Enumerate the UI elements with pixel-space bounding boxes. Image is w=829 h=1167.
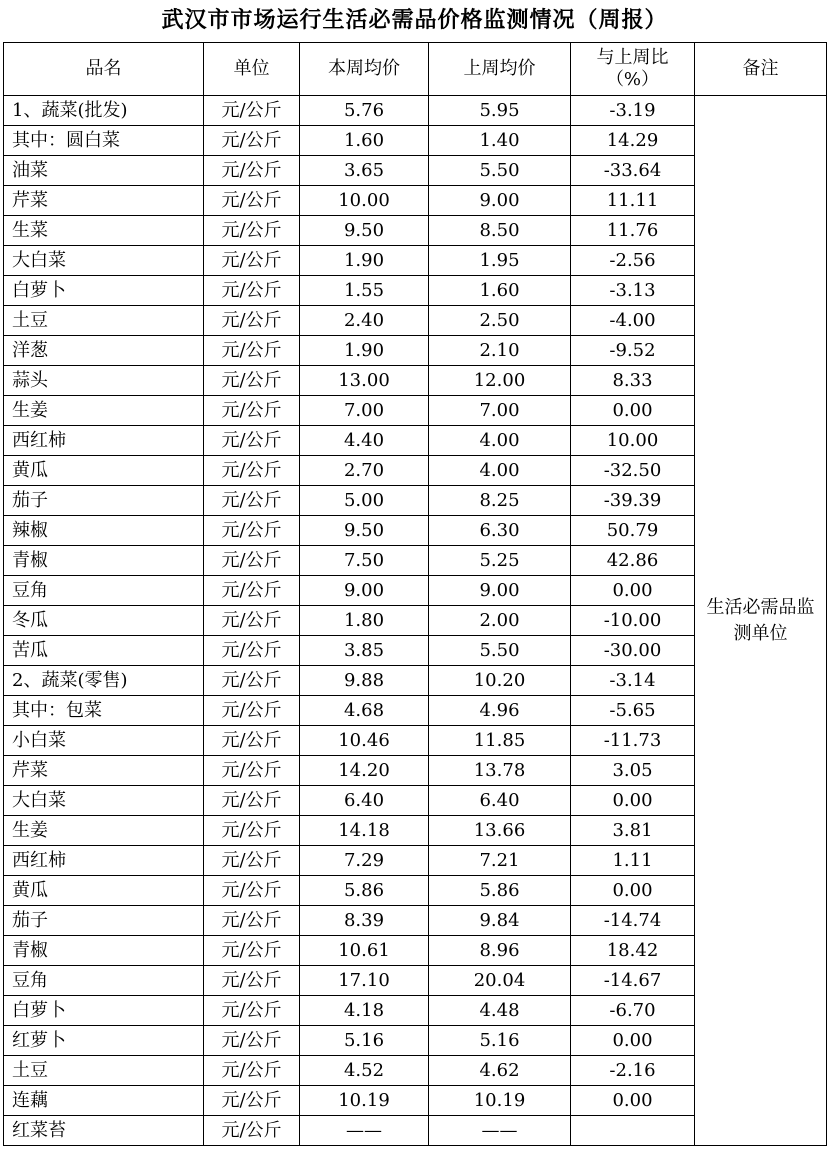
row-change-percent: 0.00 [571,396,695,426]
row-change-percent: -6.70 [571,996,695,1026]
row-last-week-price: 13.78 [429,756,571,786]
row-last-week-price: 13.66 [429,816,571,846]
row-last-week-price: 4.00 [429,426,571,456]
row-unit: 元/公斤 [204,1056,300,1086]
header-change [571,43,695,96]
row-name: 小白菜 [4,726,204,756]
row-change-percent: 1.11 [571,846,695,876]
row-unit: 元/公斤 [204,366,300,396]
row-name: 红菜苔 [4,1116,204,1146]
row-last-week-price: 5.95 [429,96,571,126]
row-change-percent: 0.00 [571,576,695,606]
row-this-week-price: 6.40 [300,786,429,816]
row-unit: 元/公斤 [204,786,300,816]
row-change-percent: 18.42 [571,936,695,966]
row-last-week-price: 1.40 [429,126,571,156]
row-change-percent: 10.00 [571,426,695,456]
row-unit: 元/公斤 [204,1086,300,1116]
row-change-percent: -2.56 [571,246,695,276]
row-unit: 元/公斤 [204,156,300,186]
row-change-percent: -3.19 [571,96,695,126]
row-last-week-price: 2.00 [429,606,571,636]
row-name: 红萝卜 [4,1026,204,1056]
row-this-week-price: 4.68 [300,696,429,726]
row-this-week-price: 10.00 [300,186,429,216]
row-last-week-price: 6.40 [429,786,571,816]
row-name: 蒜头 [4,366,204,396]
row-name: 白萝卜 [4,276,204,306]
row-change-percent: 8.33 [571,366,695,396]
row-change-percent: 11.76 [571,216,695,246]
row-name: 其中：圆白菜 [4,126,204,156]
row-change-percent: -14.74 [571,906,695,936]
row-name: 青椒 [4,936,204,966]
row-name: 苦瓜 [4,636,204,666]
row-name: 西红柿 [4,426,204,456]
row-name: 青椒 [4,546,204,576]
remark-cell: 生活必需品监测单位 [695,96,827,1146]
header-change-line1: 与上周比 [596,47,669,68]
row-name: 芹菜 [4,756,204,786]
row-name: 土豆 [4,1056,204,1086]
row-this-week-price: 4.40 [300,426,429,456]
row-this-week-price: 1.90 [300,336,429,366]
row-name: 茄子 [4,486,204,516]
row-this-week-price: 9.88 [300,666,429,696]
row-unit: 元/公斤 [204,246,300,276]
row-last-week-price: 1.60 [429,276,571,306]
row-name: 连藕 [4,1086,204,1116]
row-this-week-price: 7.29 [300,846,429,876]
row-change-percent: -9.52 [571,336,695,366]
row-this-week-price: 1.55 [300,276,429,306]
page-title: 武汉市市场运行生活必需品价格监测情况（周报） [161,8,668,33]
row-unit: 元/公斤 [204,816,300,846]
row-unit: 元/公斤 [204,606,300,636]
row-change-percent: -33.64 [571,156,695,186]
row-last-week-price: 8.96 [429,936,571,966]
row-this-week-price: 2.70 [300,456,429,486]
row-change-percent: -5.65 [571,696,695,726]
row-this-week-price: 9.00 [300,576,429,606]
row-name: 油菜 [4,156,204,186]
row-unit: 元/公斤 [204,486,300,516]
row-this-week-price: —— [300,1116,429,1146]
row-unit: 元/公斤 [204,126,300,156]
row-name: 1、蔬菜(批发) [4,96,204,126]
row-last-week-price: 9.00 [429,186,571,216]
row-this-week-price: 7.50 [300,546,429,576]
row-unit: 元/公斤 [204,666,300,696]
row-unit: 元/公斤 [204,846,300,876]
row-change-percent: -2.16 [571,1056,695,1086]
row-last-week-price: 7.21 [429,846,571,876]
row-name: 西红柿 [4,846,204,876]
row-change-percent: 0.00 [571,786,695,816]
row-last-week-price: 2.50 [429,306,571,336]
row-change-percent: -3.14 [571,666,695,696]
row-unit: 元/公斤 [204,1116,300,1146]
row-last-week-price: 5.86 [429,876,571,906]
row-change-percent: -10.00 [571,606,695,636]
row-this-week-price: 1.80 [300,606,429,636]
row-unit: 元/公斤 [204,426,300,456]
row-last-week-price: —— [429,1116,571,1146]
row-unit: 元/公斤 [204,276,300,306]
row-this-week-price: 5.00 [300,486,429,516]
row-name: 茄子 [4,906,204,936]
row-unit: 元/公斤 [204,936,300,966]
price-table [3,42,827,1146]
row-last-week-price: 2.10 [429,336,571,366]
row-last-week-price: 10.20 [429,666,571,696]
row-this-week-price: 3.85 [300,636,429,666]
header-last-week: 上周均价 [429,43,571,96]
row-change-percent: 0.00 [571,1086,695,1116]
row-unit: 元/公斤 [204,576,300,606]
row-name: 黄瓜 [4,876,204,906]
row-last-week-price: 5.50 [429,636,571,666]
row-name: 大白菜 [4,786,204,816]
row-last-week-price: 4.00 [429,456,571,486]
row-name: 洋葱 [4,336,204,366]
row-unit: 元/公斤 [204,696,300,726]
row-this-week-price: 1.90 [300,246,429,276]
row-change-percent [571,1116,695,1146]
row-change-percent: -14.67 [571,966,695,996]
row-last-week-price: 10.19 [429,1086,571,1116]
row-this-week-price: 10.19 [300,1086,429,1116]
row-last-week-price: 4.62 [429,1056,571,1086]
row-name: 豆角 [4,576,204,606]
row-change-percent: -32.50 [571,456,695,486]
header-remark: 备注 [695,43,827,96]
row-this-week-price: 5.16 [300,1026,429,1056]
row-unit: 元/公斤 [204,516,300,546]
row-name: 芹菜 [4,186,204,216]
row-change-percent: 42.86 [571,546,695,576]
row-this-week-price: 1.60 [300,126,429,156]
row-last-week-price: 5.50 [429,156,571,186]
row-unit: 元/公斤 [204,726,300,756]
row-name: 冬瓜 [4,606,204,636]
row-last-week-price: 5.25 [429,546,571,576]
row-change-percent: 3.81 [571,816,695,846]
table-row [4,96,827,126]
row-this-week-price: 14.20 [300,756,429,786]
row-this-week-price: 8.39 [300,906,429,936]
row-last-week-price: 9.00 [429,576,571,606]
row-name: 2、蔬菜(零售) [4,666,204,696]
row-name: 生菜 [4,216,204,246]
row-change-percent: 11.11 [571,186,695,216]
row-last-week-price: 1.95 [429,246,571,276]
row-change-percent: -30.00 [571,636,695,666]
row-unit: 元/公斤 [204,546,300,576]
table-body [4,96,827,1146]
row-change-percent: 50.79 [571,516,695,546]
row-this-week-price: 10.61 [300,936,429,966]
row-name: 生姜 [4,816,204,846]
row-change-percent: 3.05 [571,756,695,786]
row-unit: 元/公斤 [204,306,300,336]
header-change-line2: （%） [605,69,660,90]
row-name: 白萝卜 [4,996,204,1026]
row-name: 豆角 [4,966,204,996]
row-this-week-price: 9.50 [300,216,429,246]
row-this-week-price: 4.18 [300,996,429,1026]
row-last-week-price: 8.50 [429,216,571,246]
row-this-week-price: 4.52 [300,1056,429,1086]
row-unit: 元/公斤 [204,336,300,366]
row-last-week-price: 4.48 [429,996,571,1026]
row-this-week-price: 7.00 [300,396,429,426]
row-last-week-price: 4.96 [429,696,571,726]
row-unit: 元/公斤 [204,186,300,216]
row-change-percent: -3.13 [571,276,695,306]
row-this-week-price: 9.50 [300,516,429,546]
row-change-percent: 0.00 [571,876,695,906]
row-unit: 元/公斤 [204,96,300,126]
row-change-percent: 14.29 [571,126,695,156]
row-unit: 元/公斤 [204,756,300,786]
row-name: 土豆 [4,306,204,336]
row-last-week-price: 6.30 [429,516,571,546]
row-last-week-price: 20.04 [429,966,571,996]
row-this-week-price: 2.40 [300,306,429,336]
row-unit: 元/公斤 [204,906,300,936]
row-this-week-price: 5.86 [300,876,429,906]
row-this-week-price: 13.00 [300,366,429,396]
row-unit: 元/公斤 [204,1026,300,1056]
row-unit: 元/公斤 [204,996,300,1026]
row-name: 生姜 [4,396,204,426]
row-change-percent: -11.73 [571,726,695,756]
row-this-week-price: 3.65 [300,156,429,186]
row-name: 其中：包菜 [4,696,204,726]
row-name: 黄瓜 [4,456,204,486]
row-unit: 元/公斤 [204,966,300,996]
row-unit: 元/公斤 [204,456,300,486]
table-header [4,43,827,96]
row-unit: 元/公斤 [204,396,300,426]
row-unit: 元/公斤 [204,216,300,246]
row-this-week-price: 10.46 [300,726,429,756]
row-unit: 元/公斤 [204,636,300,666]
row-last-week-price: 7.00 [429,396,571,426]
row-this-week-price: 5.76 [300,96,429,126]
row-name: 辣椒 [4,516,204,546]
row-last-week-price: 9.84 [429,906,571,936]
row-change-percent: 0.00 [571,1026,695,1056]
row-this-week-price: 14.18 [300,816,429,846]
header-this-week: 本周均价 [300,43,429,96]
row-last-week-price: 5.16 [429,1026,571,1056]
row-this-week-price: 17.10 [300,966,429,996]
header-unit: 单位 [204,43,300,96]
row-name: 大白菜 [4,246,204,276]
row-last-week-price: 8.25 [429,486,571,516]
row-unit: 元/公斤 [204,876,300,906]
row-last-week-price: 12.00 [429,366,571,396]
row-last-week-price: 11.85 [429,726,571,756]
row-change-percent: -39.39 [571,486,695,516]
row-change-percent: -4.00 [571,306,695,336]
header-name: 品名 [4,43,204,96]
